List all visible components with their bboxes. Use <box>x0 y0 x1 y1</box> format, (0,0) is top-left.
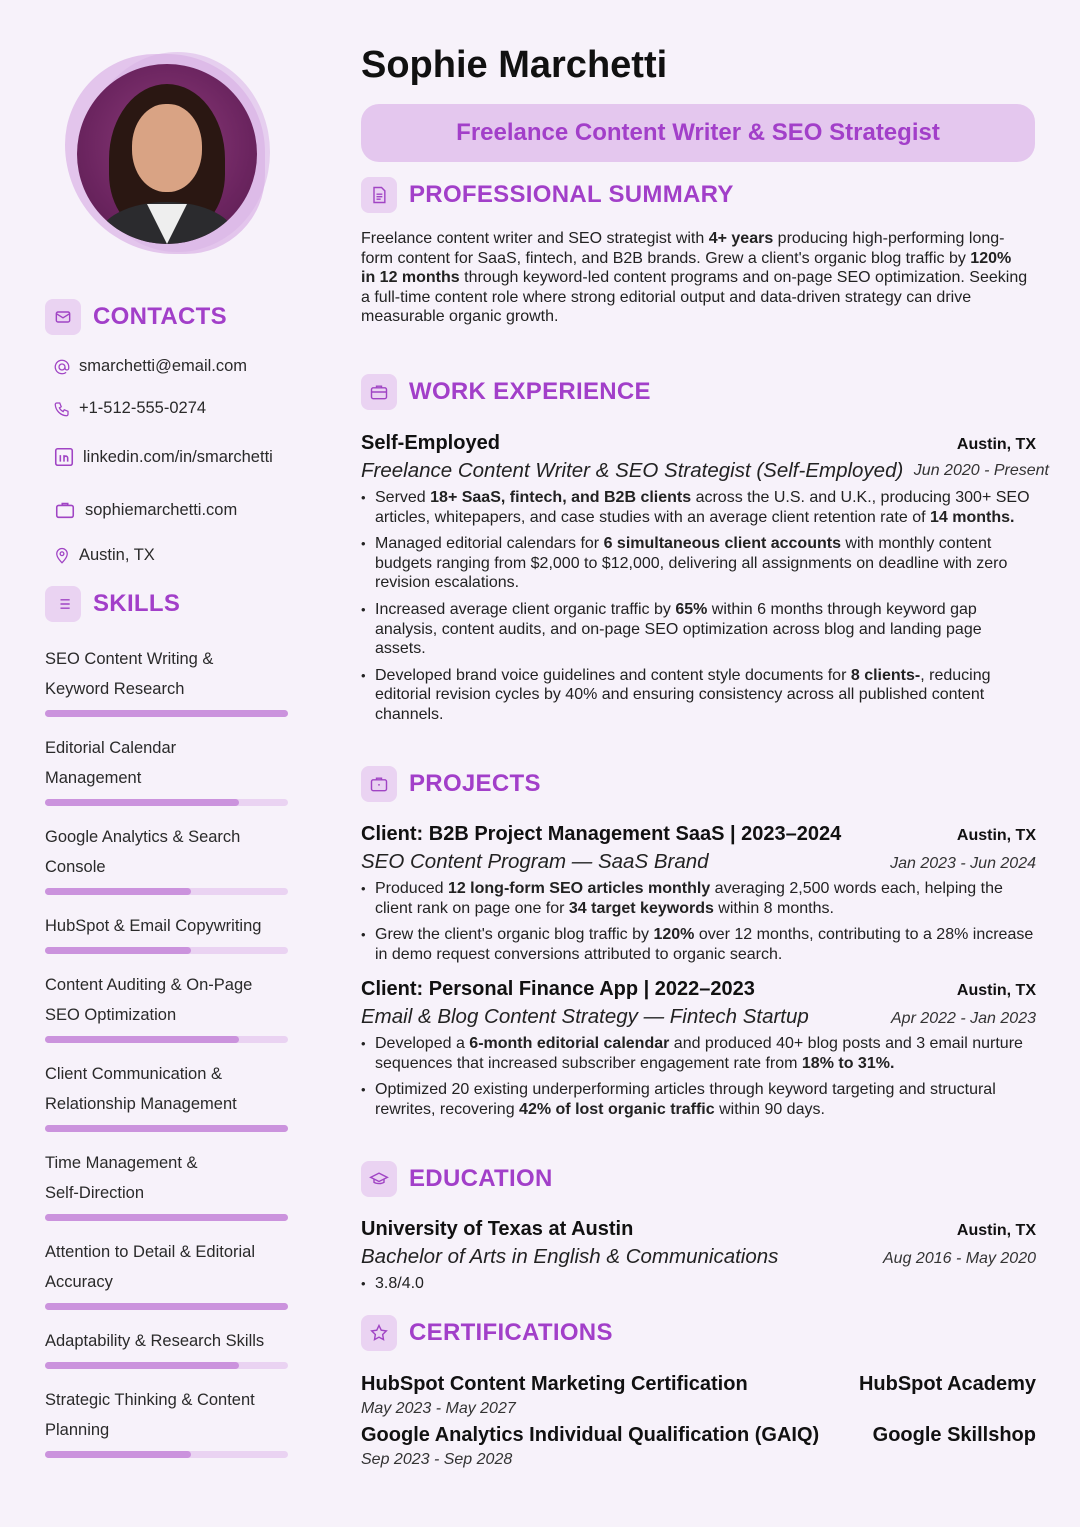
skill-level-fill <box>45 947 191 954</box>
skill-level-bar <box>45 1036 288 1043</box>
bullet-item: • Grew the client's organic blog traffic by 120% over 12 months, contributing to a 28% increase in demo request conversions attributed to organic search. <box>361 925 1036 964</box>
skill-name: Google Analytics & Search <box>45 828 241 846</box>
education-date: Aug 2016 - May 2020 <box>883 1250 1036 1267</box>
bullet-item: • Developed a 6-month editorial calendar and produced 40+ blog posts and 3 email nurture sequences that increased subscriber engagement rate from 18% to 31%. <box>361 1034 1036 1073</box>
cert-issuer: Google Skillshop <box>872 1424 1036 1446</box>
contact-location-text: Austin, TX <box>79 546 155 564</box>
list-icon <box>45 586 81 622</box>
document-icon <box>361 177 397 213</box>
skills-title: SKILLS <box>93 590 181 617</box>
work-heading <box>361 374 651 410</box>
skill-level-fill <box>45 799 239 806</box>
skill-level-bar <box>45 1362 288 1369</box>
skill-item <box>45 1326 288 1369</box>
skill-item <box>45 1237 288 1310</box>
skill-name: Adaptability & Research Skills <box>45 1332 265 1350</box>
skill-level-bar <box>45 1125 288 1132</box>
project-1-bullets <box>361 879 1036 971</box>
work-title: WORK EXPERIENCE <box>409 378 651 405</box>
skill-name-line2: Management <box>45 769 142 787</box>
education-title: EDUCATION <box>409 1165 553 1192</box>
work-bullets <box>361 488 1036 732</box>
work-header <box>361 432 1036 455</box>
certifications-heading <box>361 1315 613 1351</box>
education-bullets <box>361 1274 1036 1301</box>
skill-item <box>45 970 288 1043</box>
cert-date: May 2023 - May 2027 <box>361 1400 516 1417</box>
briefcase-icon <box>53 499 77 521</box>
bullet-item: • Developed brand voice guidelines and content style documents for 8 clients-, reducing editorial revision cycles by 40% and ensuring consistency across all published content channels. <box>361 666 1036 725</box>
contact-email-text: smarchetti@email.com <box>79 357 248 375</box>
skill-level-bar <box>45 799 288 806</box>
education-header <box>361 1218 1036 1241</box>
work-role-row <box>361 459 1049 483</box>
cert-date: Sep 2023 - Sep 2028 <box>361 1451 513 1468</box>
skill-level-fill <box>45 710 288 717</box>
cert-2-date-row <box>361 1451 1036 1469</box>
skill-level-fill <box>45 1451 191 1458</box>
linkedin-icon <box>53 446 75 468</box>
project-2-bullets <box>361 1034 1036 1126</box>
skill-level-bar <box>45 947 288 954</box>
graduation-cap-icon <box>361 1161 397 1197</box>
skill-level-fill <box>45 1214 288 1221</box>
skill-name-line2: Planning <box>45 1421 110 1439</box>
cert-name: Google Analytics Individual Qualification (GAIQ) <box>361 1424 820 1446</box>
project-1-header <box>361 823 1036 846</box>
star-icon <box>361 1315 397 1351</box>
project-role: SEO Content Program — SaaS Brand <box>361 850 709 873</box>
at-icon <box>53 358 71 376</box>
contacts-title: CONTACTS <box>93 303 227 330</box>
skill-item <box>45 911 288 954</box>
summary-text: Freelance content writer and SEO strategist with 4+ years producing high-performing long-form content for SaaS, fintech, and B2B brands. Grew a client's organic blog traffic by 120% in 12 months through keyword-led content programs and on-page SEO optimization. Seeking a full-time content role where strong editorial output and data-driven strategy can drive measurable organic growth. <box>361 230 1028 326</box>
skill-level-fill <box>45 1036 239 1043</box>
role-title-banner: Freelance Content Writer & SEO Strategist <box>361 104 1035 162</box>
skill-item <box>45 733 288 806</box>
profile-photo-frame <box>65 50 275 260</box>
skill-name-line2: Relationship Management <box>45 1095 237 1113</box>
contact-location <box>53 546 155 565</box>
work-date: Jun 2020 - Present <box>913 462 1049 479</box>
skill-item <box>45 1059 288 1132</box>
skill-level-fill <box>45 1125 288 1132</box>
skill-name-line2: SEO Optimization <box>45 1006 177 1024</box>
candidate-name: Sophie Marchetti <box>361 44 668 86</box>
skill-name: Strategic Thinking & Content <box>45 1391 255 1409</box>
phone-icon <box>53 400 71 418</box>
education-gpa: • 3.8/4.0 <box>361 1274 1036 1294</box>
skill-item <box>45 822 288 895</box>
skill-name: Content Auditing & On-Page <box>45 976 253 994</box>
education-role-row <box>361 1245 1036 1269</box>
work-role: Freelance Content Writer & SEO Strategist (Self-Employed) <box>361 459 904 482</box>
bullet-item: • Increased average client organic traffic by 65% within 6 months through keyword gap analysis, content audits, and on-page SEO optimization across blog and landing page assets. <box>361 600 1036 659</box>
work-org: Self-Employed <box>361 432 500 454</box>
cert-name: HubSpot Content Marketing Certification <box>361 1373 748 1395</box>
work-location: Austin, TX <box>956 436 1036 453</box>
projects-title: PROJECTS <box>409 770 541 797</box>
contact-phone-text: +1-512-555-0274 <box>79 399 207 417</box>
bullet-item: • Managed editorial calendars for 6 simultaneous client accounts with monthly content budgets ranging from $2,000 to $12,000, delivering all assignments on deadline with zero revision escalations. <box>361 534 1036 593</box>
project-org: Client: Personal Finance App | 2022–2023 <box>361 978 755 1000</box>
bullet-item: • Served 18+ SaaS, fintech, and B2B clients across the U.S. and U.K., producing 300+ SEO articles, whitepapers, and case studies with an average client retention rate of 14 months. <box>361 488 1036 527</box>
education-location: Austin, TX <box>956 1222 1036 1239</box>
briefcase-icon <box>361 374 397 410</box>
project-role: Email & Blog Content Strategy — Fintech Startup <box>361 1005 809 1028</box>
skill-level-fill <box>45 1303 288 1310</box>
education-heading <box>361 1161 553 1197</box>
certifications-title: CERTIFICATIONS <box>409 1319 613 1346</box>
contact-linkedin[interactable] <box>53 446 273 468</box>
cert-1-date-row <box>361 1400 1036 1418</box>
project-location: Austin, TX <box>956 982 1036 999</box>
briefcase-icon <box>361 766 397 802</box>
education-org: University of Texas at Austin <box>361 1218 634 1240</box>
project-date: Apr 2022 - Jan 2023 <box>891 1010 1036 1027</box>
contact-phone[interactable] <box>53 399 206 418</box>
skill-name: HubSpot & Email Copywriting <box>45 917 262 935</box>
skill-level-bar <box>45 1451 288 1458</box>
skill-level-bar <box>45 1303 288 1310</box>
skill-name: SEO Content Writing & <box>45 650 214 668</box>
project-1-role-row <box>361 850 1036 874</box>
contact-website[interactable] <box>53 499 237 521</box>
skill-level-fill <box>45 888 191 895</box>
skill-item <box>45 644 288 717</box>
skill-name-line2: Console <box>45 858 106 876</box>
contact-email[interactable] <box>53 357 247 376</box>
location-pin-icon <box>53 547 71 565</box>
skills-heading <box>45 586 180 622</box>
contact-website-text: sophiemarchetti.com <box>85 500 238 519</box>
cert-2-row <box>361 1424 1036 1447</box>
education-degree: Bachelor of Arts in English & Communications <box>361 1245 779 1268</box>
project-location: Austin, TX <box>956 827 1036 844</box>
skill-name-line2: Keyword Research <box>45 680 185 698</box>
skill-level-bar <box>45 710 288 717</box>
project-date: Jan 2023 - Jun 2024 <box>890 855 1036 872</box>
skill-name-line2: Self-Direction <box>45 1184 145 1202</box>
project-2-role-row <box>361 1005 1036 1029</box>
profile-photo <box>77 64 257 244</box>
skill-level-bar <box>45 1214 288 1221</box>
contact-linkedin-text: linkedin.com/in/smarchetti <box>83 447 273 466</box>
skill-name: Editorial Calendar <box>45 739 177 757</box>
bullet-item: • Produced 12 long-form SEO articles monthly averaging 2,500 words each, helping the client rank on page one for 34 target keywords within 8 months. <box>361 879 1036 918</box>
summary-heading <box>361 177 734 213</box>
skill-name: Client Communication & <box>45 1065 222 1083</box>
skill-name-line2: Accuracy <box>45 1273 113 1291</box>
skill-name: Attention to Detail & Editorial <box>45 1243 256 1261</box>
contacts-heading <box>45 299 227 335</box>
project-2-header <box>361 978 1036 1001</box>
skill-level-bar <box>45 888 288 895</box>
summary-title: PROFESSIONAL SUMMARY <box>409 181 734 208</box>
skill-item <box>45 1148 288 1221</box>
skill-level-fill <box>45 1362 239 1369</box>
skill-name: Time Management & <box>45 1154 198 1172</box>
projects-heading <box>361 766 541 802</box>
mail-icon <box>45 299 81 335</box>
cert-1-row <box>361 1373 1036 1396</box>
cert-issuer: HubSpot Academy <box>858 1373 1036 1395</box>
skill-item <box>45 1385 288 1458</box>
bullet-item: • Optimized 20 existing underperforming articles through keyword targeting and structural rewrites, recovering 42% of lost organic traffic within 90 days. <box>361 1080 1036 1119</box>
project-org: Client: B2B Project Management SaaS | 2023–2024 <box>361 823 842 845</box>
